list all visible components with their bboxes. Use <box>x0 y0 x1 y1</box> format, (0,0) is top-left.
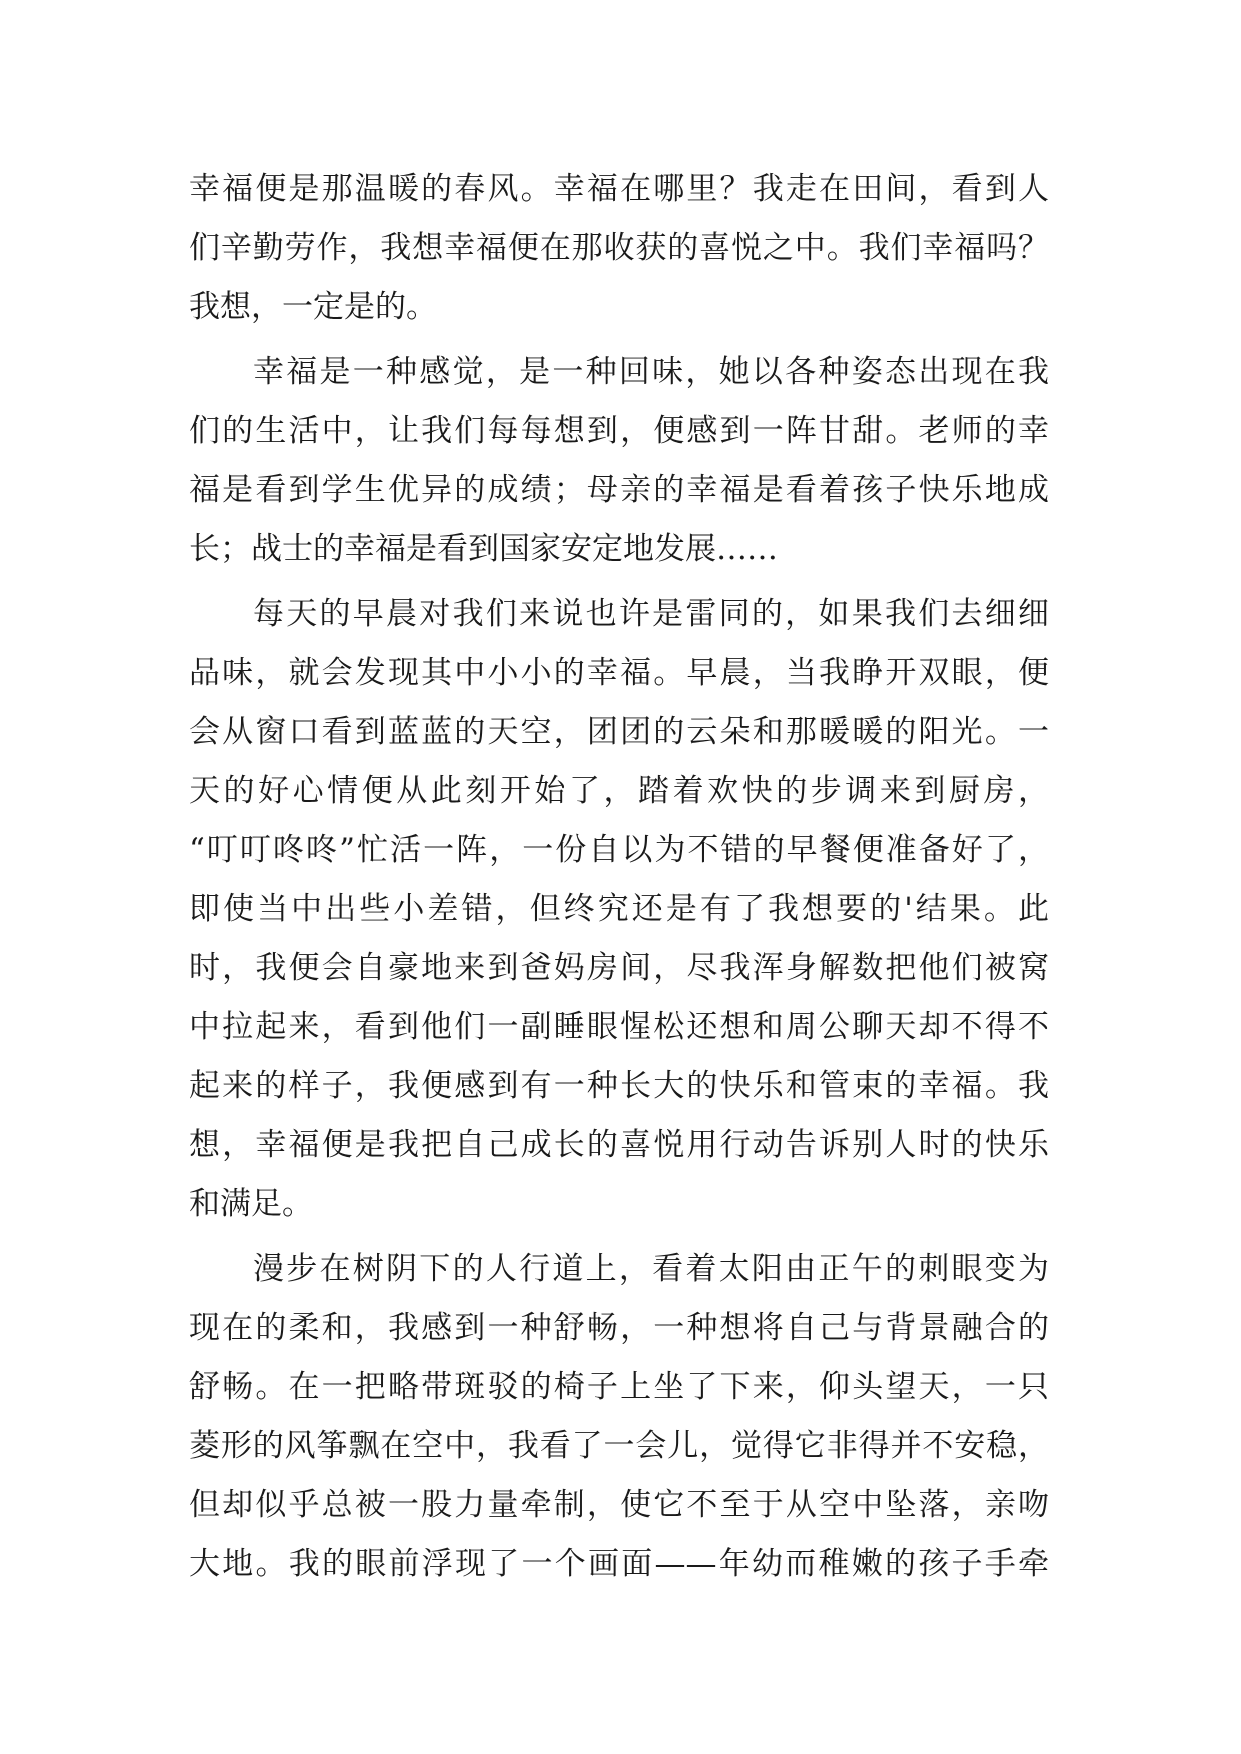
text-line: 们的生活中，让我们每每想到，便感到一阵甘甜。老师的幸 <box>189 413 1049 449</box>
text-line: 天的好心情便从此刻开始了，踏着欢快的步调来到厨房， <box>189 773 1049 809</box>
text-line: 幸福是一种感觉，是一种回味，她以各种姿态出现在我 <box>253 354 1049 390</box>
text-line: 会从窗口看到蓝蓝的天空，团团的云朵和那暖暖的阳光。一 <box>189 714 1049 750</box>
paragraph-1 <box>189 160 1049 337</box>
text-line: 现在的柔和，我感到一种舒畅，一种想将自己与背景融合的 <box>189 1310 1049 1346</box>
text-line: 品味，就会发现其中小小的幸福。早晨，当我睁开双眼，便 <box>189 655 1049 691</box>
text-line: 福是看到学生优异的成绩；母亲的幸福是看着孩子快乐地成 <box>189 472 1049 508</box>
text-line: 长；战士的幸福是看到国家安定地发展…… <box>189 531 778 567</box>
paragraph-4 <box>189 1240 1049 1594</box>
text-line: 时，我便会自豪地来到爸妈房间，尽我浑身解数把他们被窝 <box>189 950 1049 986</box>
text-line: 漫步在树阴下的人行道上，看着太阳由正午的刺眼变为 <box>253 1251 1049 1287</box>
text-line: 舒畅。在一把略带斑驳的椅子上坐了下来，仰头望天，一只 <box>189 1369 1049 1405</box>
document-body <box>189 160 1049 1594</box>
text-line: 我想，一定是的。 <box>189 289 437 325</box>
text-line: 菱形的风筝飘在空中，我看了一会儿，觉得它非得并不安稳， <box>189 1428 1049 1464</box>
text-line: 们辛勤劳作，我想幸福便在那收获的喜悦之中。我们幸福吗？ <box>189 230 1049 266</box>
text-line: 和满足。 <box>189 1186 313 1222</box>
text-line: 中拉起来，看到他们一副睡眼惺松还想和周公聊天却不得不 <box>189 1009 1049 1045</box>
text-line: 即使当中出些小差错，但终究还是有了我想要的'结果。此 <box>189 891 1049 927</box>
text-line: 但却似乎总被一股力量牵制，使它不至于从空中坠落，亲吻 <box>189 1487 1049 1523</box>
text-line: 大地。我的眼前浮现了一个画面——年幼而稚嫩的孩子手牵 <box>189 1546 1049 1582</box>
paragraph-3 <box>189 585 1049 1234</box>
text-line: 起来的样子，我便感到有一种长大的快乐和管束的幸福。我 <box>189 1068 1049 1104</box>
text-line: “叮叮咚咚”忙活一阵，一份自以为不错的早餐便准备好了， <box>189 832 1049 868</box>
paragraph-2 <box>189 343 1049 579</box>
text-line: 每天的早晨对我们来说也许是雷同的，如果我们去细细 <box>253 596 1049 632</box>
text-line: 幸福便是那温暖的春风。幸福在哪里？我走在田间，看到人 <box>189 171 1049 207</box>
text-line: 想，幸福便是我把自己成长的喜悦用行动告诉别人时的快乐 <box>189 1127 1049 1163</box>
